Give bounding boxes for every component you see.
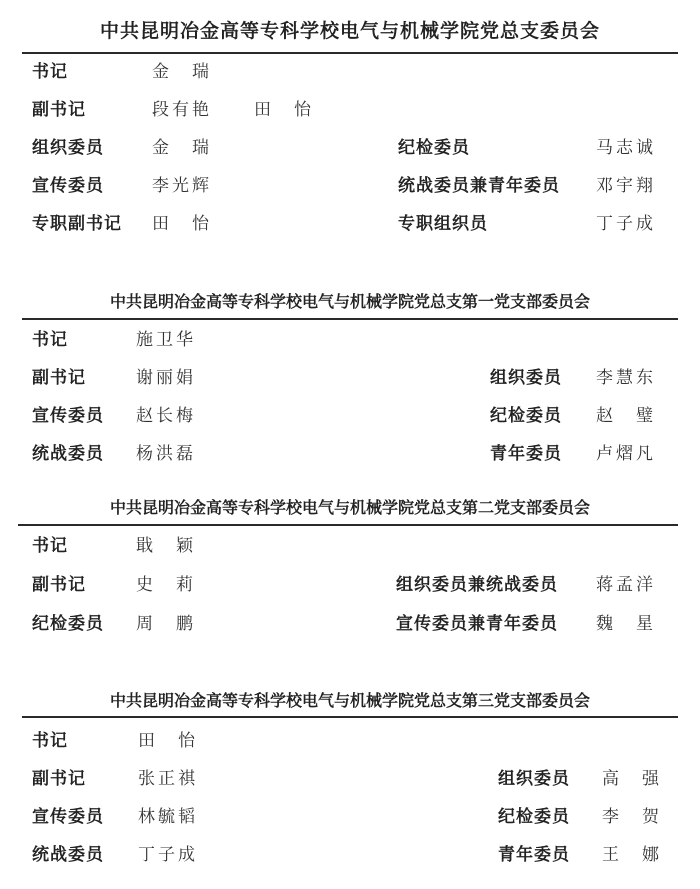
branch3-youth-member-name: 王 娜 bbox=[602, 845, 662, 865]
branch1-committee-title: 中共昆明冶金高等专科学校电气与机械学院党总支第一党支部委员会 bbox=[109, 292, 590, 311]
branch2-discipline-member-name: 周 鹏 bbox=[136, 614, 196, 634]
branch3-united-front-member-name: 丁子成 bbox=[138, 845, 198, 865]
branch2-secretary-name: 戢 颖 bbox=[136, 536, 196, 556]
branch3-united-front-member-label: 统战委员 bbox=[32, 845, 104, 865]
branch3-deputy-secretary-name: 张正祺 bbox=[138, 769, 198, 789]
general-committee-title: 中共昆明冶金高等专科学校电气与机械学院党总支委员会 bbox=[99, 20, 600, 42]
branch2-propaganda-youth-member-name: 魏 星 bbox=[596, 614, 656, 634]
branch1-propaganda-member-name: 赵长梅 bbox=[136, 406, 196, 426]
branch3-deputy-secretary-label: 副书记 bbox=[32, 769, 86, 789]
branch1-united-front-member-label: 统战委员 bbox=[32, 444, 104, 464]
branch2-committee-rule bbox=[18, 524, 678, 526]
branch1-youth-member-name: 卢熠凡 bbox=[596, 444, 656, 464]
branch2-organization-united-front-member-label: 组织委员兼统战委员 bbox=[396, 575, 558, 595]
branch3-youth-member-label: 青年委员 bbox=[498, 845, 570, 865]
branch3-committee-title: 中共昆明冶金高等专科学校电气与机械学院党总支第三党支部委员会 bbox=[109, 691, 590, 710]
branch2-propaganda-youth-member-label: 宣传委员兼青年委员 bbox=[396, 614, 558, 634]
branch2-organization-united-front-member-name: 蒋孟洋 bbox=[596, 575, 656, 595]
branch3-organization-member-label: 组织委员 bbox=[498, 769, 570, 789]
branch2-secretary-label: 书记 bbox=[32, 536, 68, 556]
secretary-name: 金 瑞 bbox=[152, 62, 212, 82]
branch3-discipline-member-name: 李 贺 bbox=[602, 807, 662, 827]
branch2-committee-title: 中共昆明冶金高等专科学校电气与机械学院党总支第二党支部委员会 bbox=[109, 498, 590, 517]
branch2-deputy-secretary-label: 副书记 bbox=[32, 575, 86, 595]
branch3-secretary-label: 书记 bbox=[32, 731, 68, 751]
branch1-deputy-secretary-label: 副书记 bbox=[32, 368, 86, 388]
general-committee-rule bbox=[22, 52, 678, 54]
branch1-committee-rule bbox=[22, 318, 678, 320]
united-front-youth-member-label: 统战委员兼青年委员 bbox=[398, 176, 560, 196]
organization-member-label: 组织委员 bbox=[32, 138, 104, 158]
branch1-organization-member-label: 组织委员 bbox=[490, 368, 562, 388]
secretary-label: 书记 bbox=[32, 62, 68, 82]
full-time-organizer-label: 专职组织员 bbox=[398, 214, 488, 234]
branch1-discipline-member-name: 赵 璧 bbox=[596, 406, 656, 426]
branch1-secretary-name: 施卫华 bbox=[136, 330, 196, 350]
branch1-deputy-secretary-name: 谢丽娟 bbox=[136, 368, 196, 388]
branch3-propaganda-member-label: 宣传委员 bbox=[32, 807, 104, 827]
branch3-secretary-name: 田 怡 bbox=[138, 731, 198, 751]
branch1-discipline-member-label: 纪检委员 bbox=[490, 406, 562, 426]
full-time-deputy-secretary-name: 田 怡 bbox=[152, 214, 212, 234]
branch3-propaganda-member-name: 林毓韬 bbox=[138, 807, 198, 827]
deputy-secretary-name-1: 段有艳 bbox=[152, 100, 212, 120]
branch3-organization-member-name: 高 强 bbox=[602, 769, 662, 789]
deputy-secretary-name-2: 田 怡 bbox=[254, 100, 314, 120]
branch2-deputy-secretary-name: 史 莉 bbox=[136, 575, 196, 595]
full-time-organizer-name: 丁子成 bbox=[596, 214, 656, 234]
full-time-deputy-secretary-label: 专职副书记 bbox=[32, 214, 122, 234]
organization-member-name: 金 瑞 bbox=[152, 138, 212, 158]
branch1-organization-member-name: 李慧东 bbox=[596, 368, 656, 388]
deputy-secretary-label: 副书记 bbox=[32, 100, 86, 120]
branch1-propaganda-member-label: 宣传委员 bbox=[32, 406, 104, 426]
branch2-discipline-member-label: 纪检委员 bbox=[32, 614, 104, 634]
branch3-discipline-member-label: 纪检委员 bbox=[498, 807, 570, 827]
branch1-united-front-member-name: 杨洪磊 bbox=[136, 444, 196, 464]
united-front-youth-member-name: 邓宇翔 bbox=[596, 176, 656, 196]
discipline-member-name: 马志诚 bbox=[596, 138, 656, 158]
propaganda-member-label: 宣传委员 bbox=[32, 176, 104, 196]
propaganda-member-name: 李光辉 bbox=[152, 176, 212, 196]
branch3-committee-rule bbox=[22, 716, 678, 718]
branch1-youth-member-label: 青年委员 bbox=[490, 444, 562, 464]
discipline-member-label: 纪检委员 bbox=[398, 138, 470, 158]
branch1-secretary-label: 书记 bbox=[32, 330, 68, 350]
